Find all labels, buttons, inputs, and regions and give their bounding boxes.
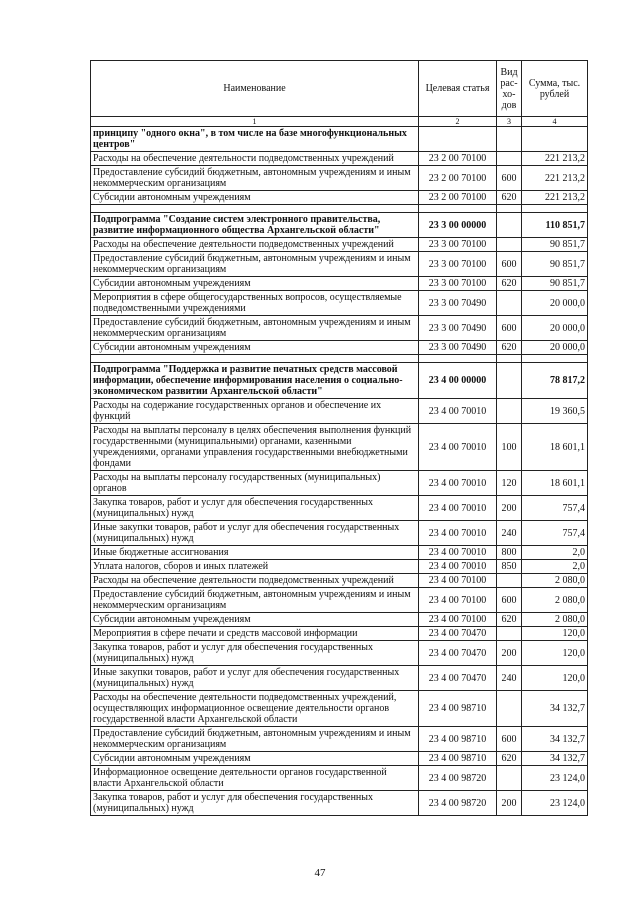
sum-cell: 2,0 bbox=[522, 560, 588, 574]
code-cell: 23 4 00 70100 bbox=[419, 613, 497, 627]
code-cell: 23 4 00 70100 bbox=[419, 574, 497, 588]
name-cell: Предоставление субсидий бюджетным, автономным учреждениям и иным некоммерческим организациям bbox=[91, 252, 419, 277]
table-row bbox=[91, 471, 588, 496]
vid-cell: 240 bbox=[497, 666, 522, 691]
name-cell: Расходы на обеспечение деятельности подведомственных учреждений bbox=[91, 238, 419, 252]
spacer-cell bbox=[497, 205, 522, 213]
name-cell: Предоставление субсидий бюджетным, автономным учреждениям и иным некоммерческим организациям bbox=[91, 166, 419, 191]
header-vid: Вид рас-хо-дов bbox=[497, 61, 522, 117]
table-row bbox=[91, 588, 588, 613]
name-cell: Закупка товаров, работ и услуг для обеспечения государственных (муниципальных) нужд bbox=[91, 641, 419, 666]
sum-cell: 19 360,5 bbox=[522, 399, 588, 424]
vid-cell: 620 bbox=[497, 277, 522, 291]
sum-cell: 2 080,0 bbox=[522, 613, 588, 627]
code-cell: 23 4 00 70470 bbox=[419, 641, 497, 666]
table-row bbox=[91, 252, 588, 277]
name-cell: Субсидии автономным учреждениям bbox=[91, 752, 419, 766]
table-row bbox=[91, 166, 588, 191]
sum-cell: 757,4 bbox=[522, 521, 588, 546]
name-cell: Субсидии автономным учреждениям bbox=[91, 191, 419, 205]
vid-cell bbox=[497, 363, 522, 399]
sum-cell: 20 000,0 bbox=[522, 291, 588, 316]
table-row bbox=[91, 152, 588, 166]
sum-cell: 90 851,7 bbox=[522, 238, 588, 252]
sum-cell: 34 132,7 bbox=[522, 752, 588, 766]
table-row bbox=[91, 191, 588, 205]
vid-cell bbox=[497, 238, 522, 252]
sum-cell: 120,0 bbox=[522, 641, 588, 666]
code-cell: 23 2 00 70100 bbox=[419, 166, 497, 191]
sum-cell: 110 851,7 bbox=[522, 213, 588, 238]
sum-cell: 18 601,1 bbox=[522, 424, 588, 471]
table-row bbox=[91, 316, 588, 341]
spacer-row bbox=[91, 355, 588, 363]
vid-cell: 850 bbox=[497, 560, 522, 574]
vid-cell bbox=[497, 127, 522, 152]
code-cell: 23 4 00 98710 bbox=[419, 691, 497, 727]
table-row bbox=[91, 238, 588, 252]
code-cell: 23 4 00 98710 bbox=[419, 752, 497, 766]
table-row bbox=[91, 127, 588, 152]
name-cell: Субсидии автономным учреждениям bbox=[91, 613, 419, 627]
sum-cell: 34 132,7 bbox=[522, 691, 588, 727]
vid-cell: 200 bbox=[497, 791, 522, 816]
name-cell: Закупка товаров, работ и услуг для обеспечения государственных (муниципальных) нужд bbox=[91, 791, 419, 816]
name-cell: Расходы на обеспечение деятельности подведомственных учреждений, осуществляющих информационное освещение деятельности органов государственной власти Архангельской области bbox=[91, 691, 419, 727]
vid-cell: 200 bbox=[497, 496, 522, 521]
vid-cell bbox=[497, 766, 522, 791]
table-row bbox=[91, 641, 588, 666]
sum-cell: 120,0 bbox=[522, 627, 588, 641]
header-sum: Сумма, тыс. рублей bbox=[522, 61, 588, 117]
sum-cell bbox=[522, 127, 588, 152]
code-cell: 23 2 00 70100 bbox=[419, 152, 497, 166]
vid-cell bbox=[497, 399, 522, 424]
vid-cell bbox=[497, 574, 522, 588]
table-row bbox=[91, 213, 588, 238]
code-cell: 23 4 00 70100 bbox=[419, 588, 497, 613]
vid-cell: 240 bbox=[497, 521, 522, 546]
code-cell: 23 4 00 98720 bbox=[419, 791, 497, 816]
table-row bbox=[91, 574, 588, 588]
spacer-cell bbox=[522, 205, 588, 213]
name-cell: принципу "одного окна", в том числе на базе многофункциональных центров" bbox=[91, 127, 419, 152]
table-body bbox=[91, 127, 588, 816]
code-cell: 23 2 00 70100 bbox=[419, 191, 497, 205]
table-row bbox=[91, 691, 588, 727]
vid-cell bbox=[497, 213, 522, 238]
sum-cell: 90 851,7 bbox=[522, 277, 588, 291]
code-cell: 23 3 00 70490 bbox=[419, 341, 497, 355]
name-cell: Расходы на обеспечение деятельности подведомственных учреждений bbox=[91, 574, 419, 588]
vid-cell: 120 bbox=[497, 471, 522, 496]
sum-cell: 2 080,0 bbox=[522, 588, 588, 613]
column-number-row bbox=[91, 117, 588, 127]
code-cell: 23 3 00 70100 bbox=[419, 277, 497, 291]
vid-cell: 600 bbox=[497, 252, 522, 277]
code-cell: 23 3 00 70100 bbox=[419, 252, 497, 277]
name-cell: Мероприятия в сфере общегосударственных вопросов, осуществляемые подведомственными учреждениями bbox=[91, 291, 419, 316]
name-cell: Расходы на обеспечение деятельности подведомственных учреждений bbox=[91, 152, 419, 166]
code-cell: 23 3 00 70490 bbox=[419, 316, 497, 341]
spacer-cell bbox=[497, 355, 522, 363]
name-cell: Расходы на выплаты персоналу в целях обеспечения выполнения функций государственными (муниципальными) органами, казенными учреждениями, органами управления государственными внебюджетными фондами bbox=[91, 424, 419, 471]
sum-cell: 34 132,7 bbox=[522, 727, 588, 752]
spacer-cell bbox=[522, 355, 588, 363]
table-row bbox=[91, 399, 588, 424]
table-row bbox=[91, 752, 588, 766]
table-row bbox=[91, 666, 588, 691]
code-cell: 23 4 00 98720 bbox=[419, 766, 497, 791]
table-row bbox=[91, 496, 588, 521]
header-name: Наименование bbox=[91, 61, 419, 117]
name-cell: Субсидии автономным учреждениям bbox=[91, 341, 419, 355]
sum-cell: 20 000,0 bbox=[522, 341, 588, 355]
sum-cell: 2,0 bbox=[522, 546, 588, 560]
name-cell: Предоставление субсидий бюджетным, автономным учреждениям и иным некоммерческим организациям bbox=[91, 588, 419, 613]
vid-cell: 200 bbox=[497, 641, 522, 666]
code-cell: 23 4 00 70010 bbox=[419, 546, 497, 560]
sum-cell: 78 817,2 bbox=[522, 363, 588, 399]
table-row bbox=[91, 363, 588, 399]
code-cell: 23 4 00 70010 bbox=[419, 399, 497, 424]
table-row bbox=[91, 560, 588, 574]
name-cell: Мероприятия в сфере печати и средств массовой информации bbox=[91, 627, 419, 641]
spacer-cell bbox=[91, 355, 419, 363]
vid-cell: 600 bbox=[497, 166, 522, 191]
header-code: Целевая статья bbox=[419, 61, 497, 117]
code-cell: 23 4 00 70470 bbox=[419, 666, 497, 691]
name-cell: Информационное освещение деятельности органов государственной власти Архангельской области bbox=[91, 766, 419, 791]
name-cell: Субсидии автономным учреждениям bbox=[91, 277, 419, 291]
vid-cell bbox=[497, 627, 522, 641]
code-cell: 23 4 00 70010 bbox=[419, 471, 497, 496]
sum-cell: 20 000,0 bbox=[522, 316, 588, 341]
code-cell: 23 3 00 70100 bbox=[419, 238, 497, 252]
code-cell: 23 3 00 00000 bbox=[419, 213, 497, 238]
code-cell: 23 4 00 98710 bbox=[419, 727, 497, 752]
sum-cell: 757,4 bbox=[522, 496, 588, 521]
name-cell: Иные закупки товаров, работ и услуг для обеспечения государственных (муниципальных) нужд bbox=[91, 666, 419, 691]
code-cell: 23 4 00 70010 bbox=[419, 521, 497, 546]
code-cell bbox=[419, 127, 497, 152]
sum-cell: 18 601,1 bbox=[522, 471, 588, 496]
table-row bbox=[91, 627, 588, 641]
name-cell: Иные закупки товаров, работ и услуг для обеспечения государственных (муниципальных) нужд bbox=[91, 521, 419, 546]
vid-cell: 600 bbox=[497, 727, 522, 752]
name-cell: Расходы на выплаты персоналу государственных (муниципальных) органов bbox=[91, 471, 419, 496]
vid-cell: 600 bbox=[497, 316, 522, 341]
name-cell: Расходы на содержание государственных органов и обеспечение их функций bbox=[91, 399, 419, 424]
sum-cell: 120,0 bbox=[522, 666, 588, 691]
vid-cell: 800 bbox=[497, 546, 522, 560]
name-cell: Уплата налогов, сборов и иных платежей bbox=[91, 560, 419, 574]
name-cell: Предоставление субсидий бюджетным, автономным учреждениям и иным некоммерческим организациям bbox=[91, 727, 419, 752]
vid-cell: 620 bbox=[497, 341, 522, 355]
header-row bbox=[91, 61, 588, 117]
table-row bbox=[91, 341, 588, 355]
column-number: 1 bbox=[91, 117, 419, 127]
vid-cell bbox=[497, 291, 522, 316]
name-cell: Подпрограмма "Создание систем электронного правительства, развитие информационного общества Архангельской области" bbox=[91, 213, 419, 238]
vid-cell bbox=[497, 691, 522, 727]
column-number: 2 bbox=[419, 117, 497, 127]
table-row bbox=[91, 791, 588, 816]
table-row bbox=[91, 727, 588, 752]
vid-cell: 100 bbox=[497, 424, 522, 471]
spacer-cell bbox=[91, 205, 419, 213]
sum-cell: 2 080,0 bbox=[522, 574, 588, 588]
table-row bbox=[91, 521, 588, 546]
spacer-cell bbox=[419, 205, 497, 213]
code-cell: 23 4 00 70010 bbox=[419, 560, 497, 574]
sum-cell: 221 213,2 bbox=[522, 152, 588, 166]
code-cell: 23 4 00 70010 bbox=[419, 424, 497, 471]
vid-cell: 620 bbox=[497, 613, 522, 627]
table-row bbox=[91, 291, 588, 316]
vid-cell: 620 bbox=[497, 752, 522, 766]
name-cell: Закупка товаров, работ и услуг для обеспечения государственных (муниципальных) нужд bbox=[91, 496, 419, 521]
column-number: 3 bbox=[497, 117, 522, 127]
code-cell: 23 4 00 70010 bbox=[419, 496, 497, 521]
sum-cell: 23 124,0 bbox=[522, 766, 588, 791]
budget-table bbox=[90, 60, 588, 816]
vid-cell: 600 bbox=[497, 588, 522, 613]
name-cell: Предоставление субсидий бюджетным, автономным учреждениям и иным некоммерческим организациям bbox=[91, 316, 419, 341]
code-cell: 23 3 00 70490 bbox=[419, 291, 497, 316]
sum-cell: 23 124,0 bbox=[522, 791, 588, 816]
sum-cell: 221 213,2 bbox=[522, 166, 588, 191]
table-row bbox=[91, 613, 588, 627]
name-cell: Иные бюджетные ассигнования bbox=[91, 546, 419, 560]
code-cell: 23 4 00 00000 bbox=[419, 363, 497, 399]
code-cell: 23 4 00 70470 bbox=[419, 627, 497, 641]
name-cell: Подпрограмма "Поддержка и развитие печатных средств массовой информации, обеспечение информирования населения о социально-экономическом развитии Архангельской области" bbox=[91, 363, 419, 399]
vid-cell: 620 bbox=[497, 191, 522, 205]
page-number: 47 bbox=[314, 867, 326, 879]
sum-cell: 221 213,2 bbox=[522, 191, 588, 205]
spacer-row bbox=[91, 205, 588, 213]
table-row bbox=[91, 546, 588, 560]
table-row bbox=[91, 766, 588, 791]
table-row bbox=[91, 277, 588, 291]
table-row bbox=[91, 424, 588, 471]
column-number: 4 bbox=[522, 117, 588, 127]
sum-cell: 90 851,7 bbox=[522, 252, 588, 277]
vid-cell bbox=[497, 152, 522, 166]
spacer-cell bbox=[419, 355, 497, 363]
